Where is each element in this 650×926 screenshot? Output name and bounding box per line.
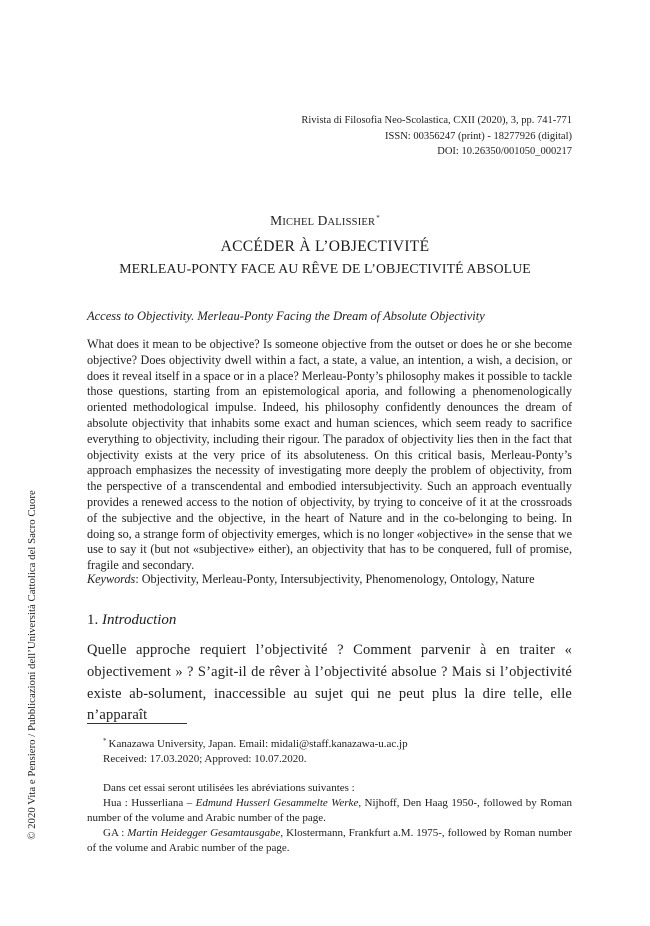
- keywords-list: : Objectivity, Merleau-Ponty, Intersubjectivity, Phenomenology, Ontology, Nature: [135, 572, 535, 586]
- article-title: ACCÉDER À L’OBJECTIVITÉ: [220, 238, 430, 255]
- footnotes: [87, 734, 572, 856]
- abstract: What does it mean to be objective? Is someone objective from the outset or does he or she become objective? Does objectivity dwell within a fact, a state, a value, an intention, a wish, a decision, or does it reveal itself in a space or in a place? Merleau-Ponty’s philosophy makes it possible to tackle those questions, starting from an epistemological aporia, and following a phenomenologically oriented methodological impulse. Indeed, his philosophy confidently denounces the dream of absolute objectivity that inhabits some exact and human sciences, which seem ready to sacrifice everything to objectivity, including their rigour. The paradox of objectivity lies then in the fact that objectivity exists at the very price of its absoluteness. On this critical basis, Merleau-Ponty’s approach emphasizes the necessity of investigating more deeply the problem of objectivity, from the perspective of a transcendental and embodied intersubjectivity. Such an approach eventually provides a renewed access to the notion of objectivity, by trying to conceive of it at the crossroads of the subjective and the objective, in the heart of Nature and in the co-belonging to being. In doing so, a strange form of objectivity emerges, which is no longer «objective» in the sense that we use to say it (but not «subjective» either), an objectivity that has to be conquered, full of promise, fragile and secondary.: [87, 337, 572, 573]
- section-title: Introduction: [102, 612, 177, 628]
- journal-citation: Rivista di Filosofia Neo-Scolastica, CXII (2020), 3, pp. 741-771: [301, 115, 572, 126]
- footnote-ga: GA : Martin Heidegger Gesamtausgabe, Klostermann, Frankfurt a.M. 1975-, followed by Roman number of the volume and Arabic number of the page.: [87, 827, 572, 854]
- footnote-received: Received: 17.03.2020; Approved: 10.07.2020.: [103, 753, 307, 765]
- footnote-rule: [87, 723, 187, 724]
- footnote-abbreviations-intro: Dans cet essai seront utilisées les abréviations suivantes :: [103, 782, 355, 794]
- journal-header: [172, 113, 572, 160]
- journal-issn: ISSN: 00356247 (print) - 18277926 (digital): [385, 130, 572, 142]
- keywords-label: Keywords: [87, 572, 136, 586]
- intro-paragraph: Quelle approche requiert l’objectivité ? Comment parvenir à en traiter « objectivement » ? S’agit-il de rêver à l’objectivité absolue ? Mais si l’objectivité existe ab-solument, inaccessible au sujet qui ne peut plus la dire telle, elle n’apparaît: [87, 642, 572, 724]
- author-name: MICHEL DALISSIER*: [270, 213, 380, 228]
- footnote-hua: Hua : Husserliana – Edmund Husserl Gesammelte Werke, Nijhoff, Den Haag 1950-, followed by Roman number of the volume and Arabic number of the page.: [87, 797, 573, 824]
- copyright-sidebar: © 2020 Vita e Pensiero / Pubblicazioni dell’Università Cattolica del Sacro Cuore: [26, 490, 38, 840]
- section-heading: [87, 612, 176, 629]
- article-subtitle: MERLEAU-PONTY FACE AU RÊVE DE L’OBJECTIVITÉ ABSOLUE: [119, 261, 531, 276]
- journal-doi: DOI: 10.26350/001050_000217: [437, 146, 572, 157]
- keywords: [87, 572, 572, 588]
- footnote-affiliation: * Kanazawa University, Japan. Email: midali@staff.kanazawa-u.ac.jp: [103, 737, 408, 750]
- english-title: Access to Objectivity. Merleau-Ponty Facing the Dream of Absolute Objectivity: [87, 309, 485, 323]
- affiliation-marker: *: [103, 737, 107, 745]
- author-footnote-marker: *: [376, 214, 380, 222]
- section-number: 1.: [87, 612, 102, 628]
